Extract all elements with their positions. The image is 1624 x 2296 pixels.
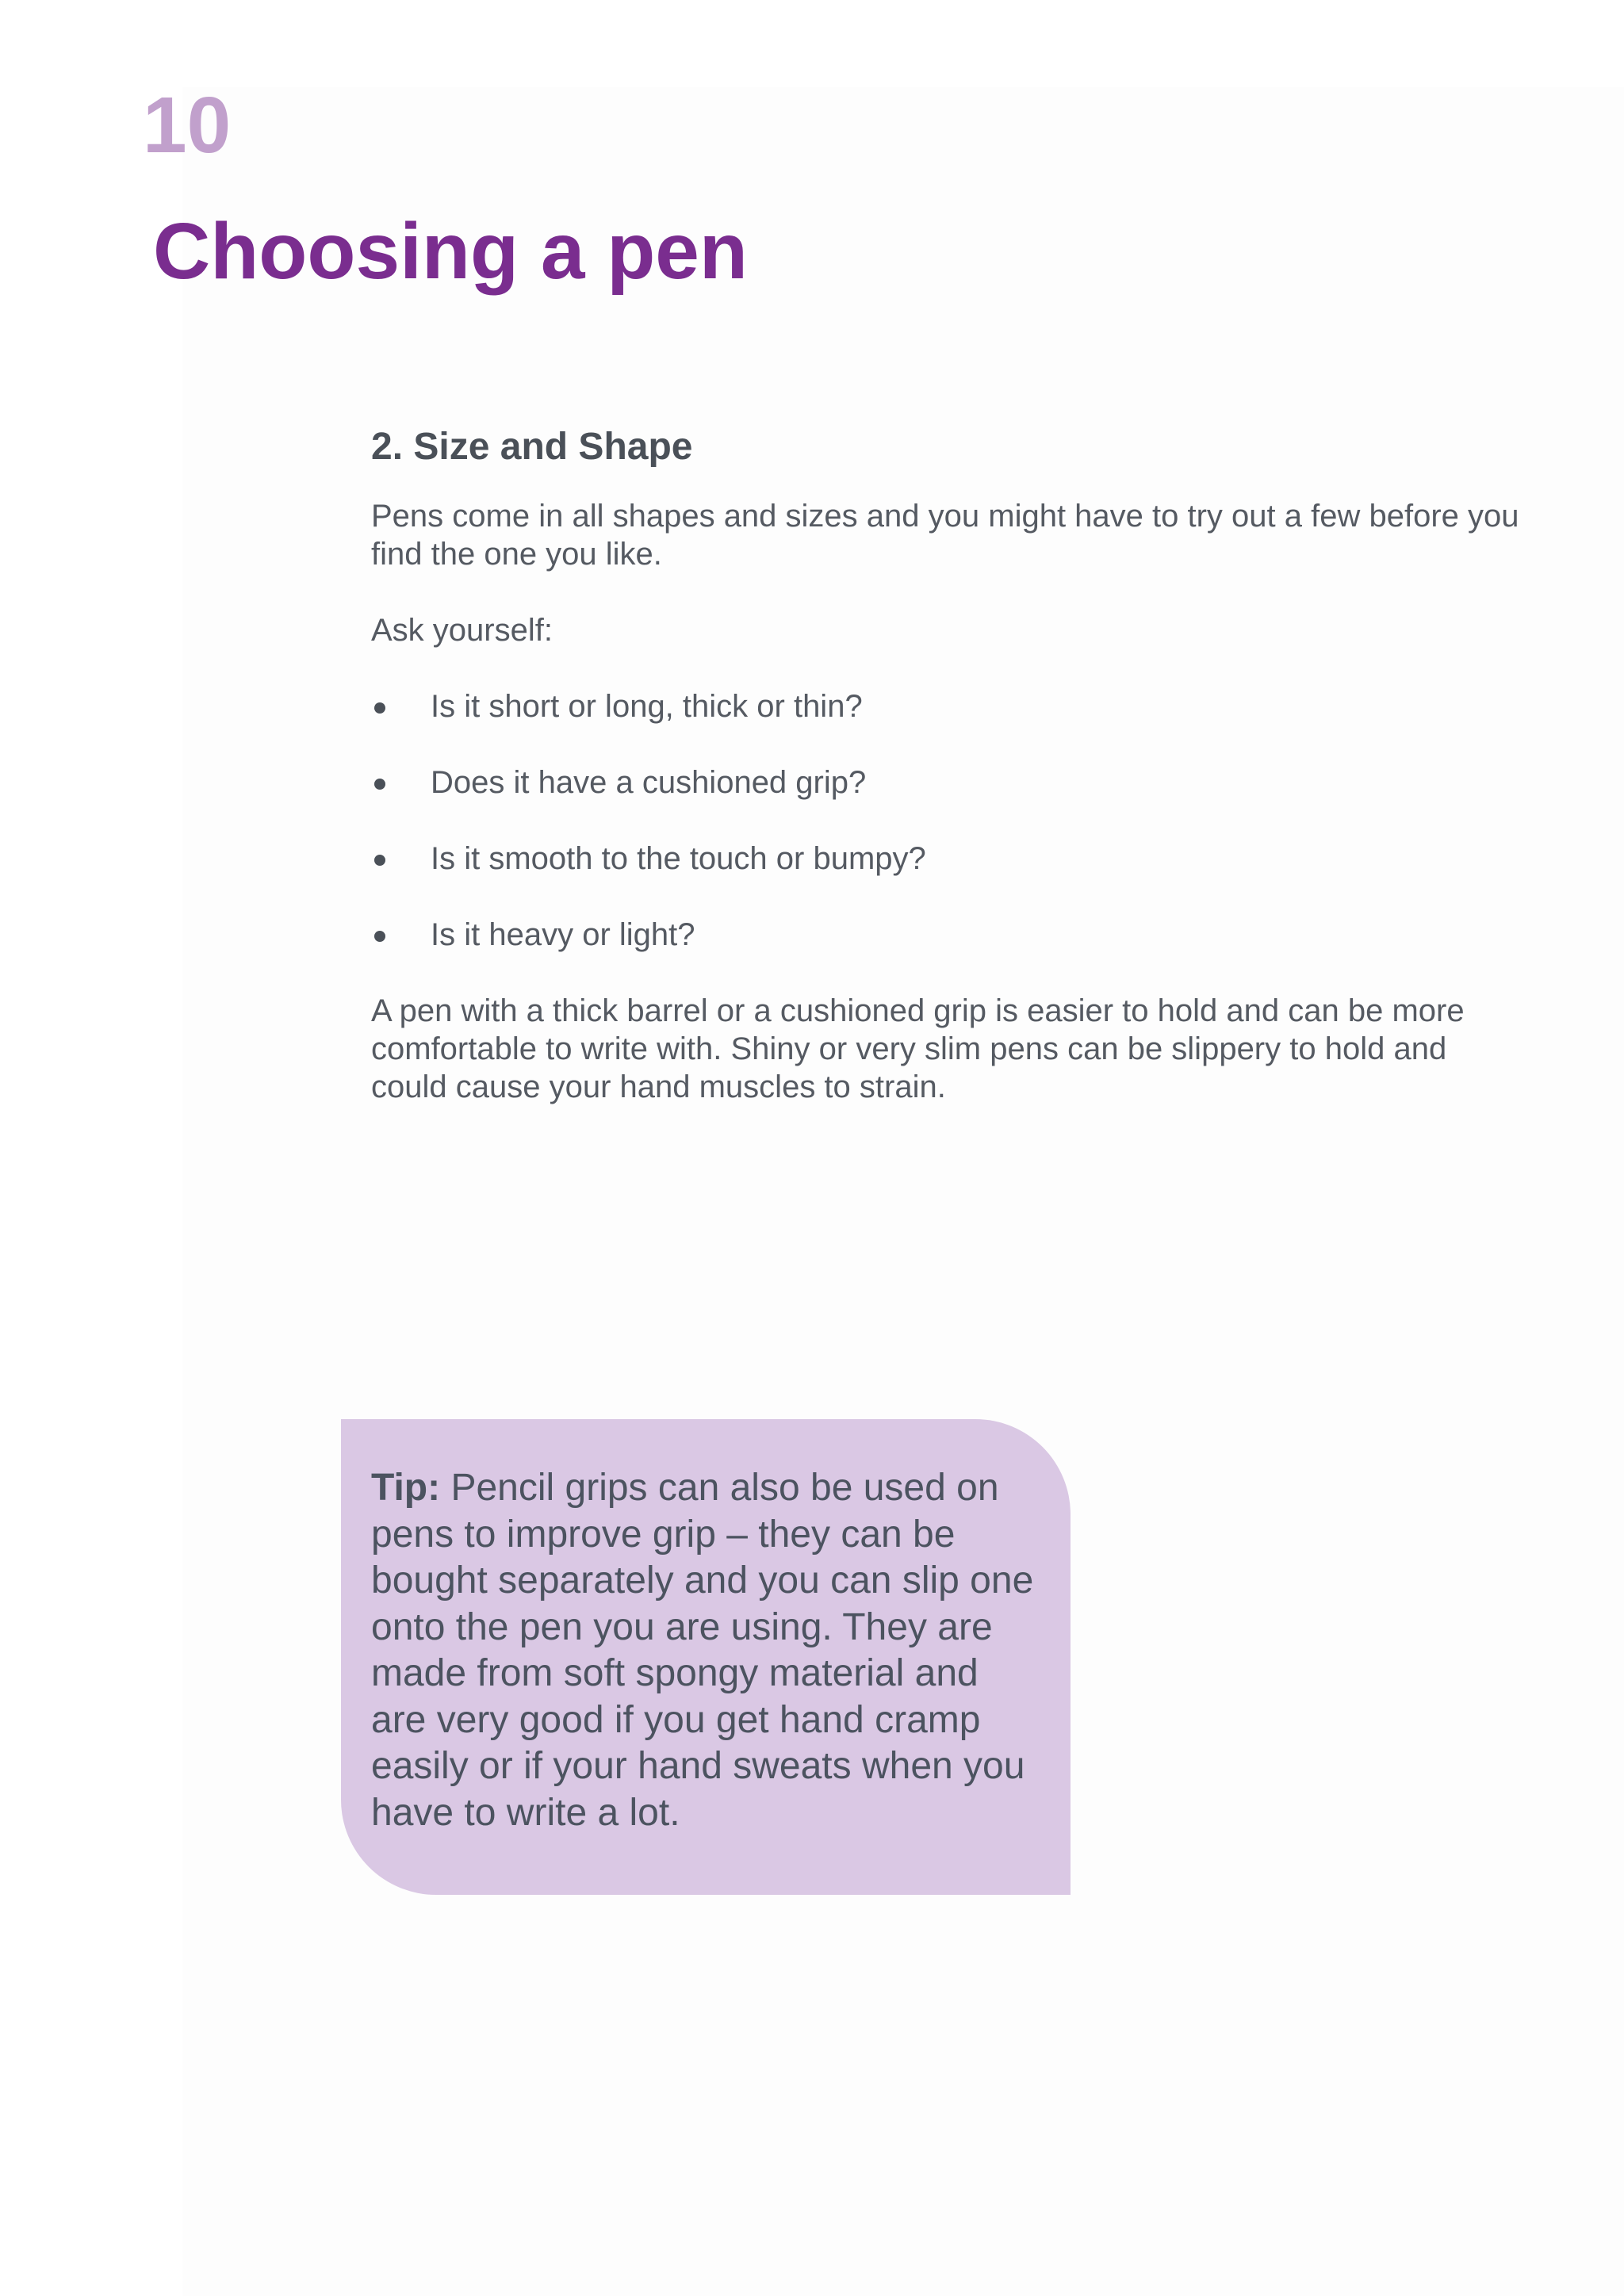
list-item: [371, 916, 1529, 954]
list-item: [371, 763, 1529, 802]
tip-text: [371, 1465, 1040, 1836]
bullet-icon: [374, 855, 385, 866]
list-item-text: Is it heavy or light?: [431, 916, 695, 952]
list-item: [371, 840, 1529, 878]
tip-body: Pencil grips can also be used on pens to improve grip – they can be bought separately and you can slip one onto the pen you are using. They are made from soft spongy material and are very good if you get hand cramp easily or if your hand sweats when you have to write a lot.: [371, 1467, 1034, 1834]
conclusion-paragraph: A pen with a thick barrel or a cushioned grip is easier to hold and can be more comfortable to write with. Shiny or very slim pens can be slippery to hold and could cause your hand muscles to strain.: [371, 993, 1465, 1104]
list-item: [371, 687, 1529, 725]
bullet-icon: [374, 779, 385, 790]
intro-paragraph: Pens come in all shapes and sizes and you might have to try out a few before you find the one you like.: [371, 498, 1519, 572]
page-title: Choosing a pen: [153, 207, 748, 296]
list-item-text: Is it short or long, thick or thin?: [431, 688, 863, 724]
question-list: [371, 687, 1529, 954]
bullet-icon: [374, 702, 385, 714]
bullet-icon: [374, 931, 385, 942]
page-panel: [182, 87, 1624, 2296]
page-number: 10: [143, 81, 232, 170]
ask-yourself-label: Ask yourself:: [371, 612, 553, 648]
tip-label: Tip:: [371, 1467, 441, 1509]
section-heading: 2. Size and Shape: [371, 426, 693, 468]
list-item-text: Does it have a cushioned grip?: [431, 764, 867, 800]
section-content: [371, 424, 1529, 1144]
list-item-text: Is it smooth to the touch or bumpy?: [431, 840, 926, 876]
tip-callout: [341, 1419, 1071, 1895]
